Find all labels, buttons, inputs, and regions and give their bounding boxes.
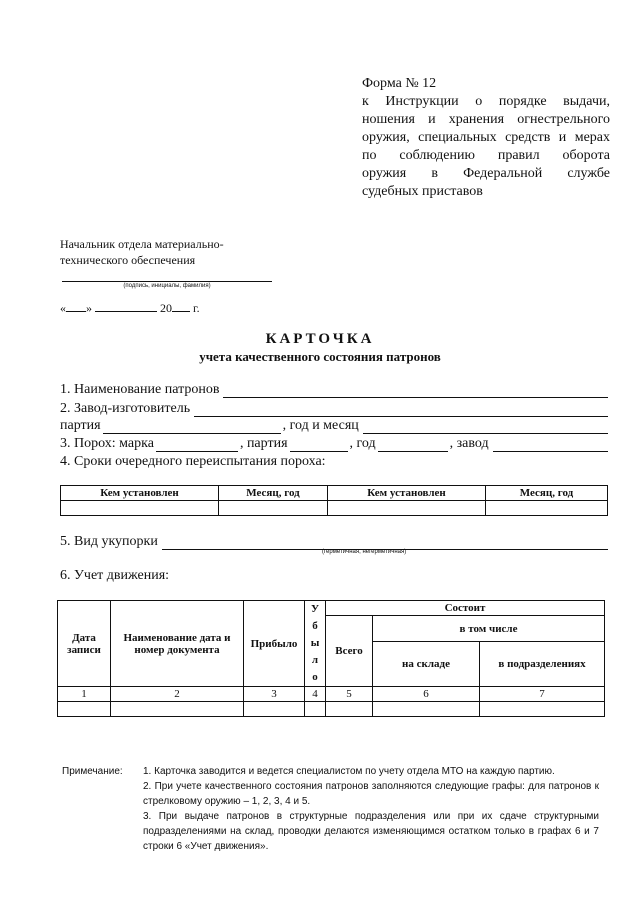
vertical-letter: ы (310, 637, 320, 649)
powder-brand-input[interactable] (156, 438, 238, 452)
day-field[interactable] (66, 300, 86, 312)
cartridge-name-input[interactable] (223, 384, 608, 398)
form-header-line: оружия в Федеральной службе (362, 166, 610, 181)
note-item: 2. При учете качественного состояния патронов заполняются следующие графы: для патронов к стрелковому оружию – 1, 2, 3, 4 и 5. (143, 781, 599, 807)
column-number: 1 (58, 687, 111, 702)
column-number: 7 (480, 687, 605, 702)
field-label: , партия (239, 436, 288, 451)
field-label: партия (60, 418, 101, 433)
approver-title-line2: технического обеспечения (60, 253, 196, 267)
table-cell[interactable] (305, 702, 326, 717)
table-row (61, 501, 608, 516)
powder-factory-input[interactable] (493, 438, 608, 452)
notes-label: Примечание: (62, 766, 123, 777)
vertical-letter: У (310, 603, 320, 615)
batch-input[interactable] (103, 420, 281, 434)
table-cell[interactable] (328, 501, 486, 516)
card-title: КАРТОЧКА (265, 331, 375, 347)
field-movement (60, 568, 608, 584)
date-line (60, 300, 200, 316)
table-cell[interactable] (486, 501, 608, 516)
field-powder (60, 436, 608, 452)
col-header-divisions: в подразделениях (480, 642, 605, 687)
column-number: 6 (373, 687, 480, 702)
col-header-warehouse: на складе (373, 642, 480, 687)
form-header-line: судебных приставов (362, 184, 483, 199)
signature-caption: (подпись, инициалы, фамилия) (123, 283, 211, 289)
table-cell[interactable] (480, 702, 605, 717)
note-item: 1. Карточка заводится и ведется специалистом по учету отдела МТО на каждую партию. (143, 766, 555, 777)
form-header-line: к Инструкции о порядке выдачи, (362, 94, 610, 109)
col-header-document: Наименование дата и номер документа (111, 601, 244, 687)
month-field[interactable] (95, 300, 157, 312)
col-header: Месяц, год (486, 486, 608, 501)
table-cell[interactable] (219, 501, 328, 516)
field-label: 3. Порох: марка (60, 436, 154, 451)
note-item: 3. При выдаче патронов в структурные подразделения или при их сдаче структурными подразделениями на склад, проводки делаются изменяющимся остатком только в графах 6 и 7 строки 6 «Учет движения». (143, 811, 599, 852)
manufacturer-input[interactable] (194, 403, 608, 417)
field-retest (60, 454, 608, 470)
form-number: Форма № 12 (362, 76, 437, 91)
table-cell[interactable] (244, 702, 305, 717)
col-header-departed (305, 601, 326, 687)
column-number: 2 (111, 687, 244, 702)
field-label: 2. Завод-изготовитель (60, 401, 191, 416)
table-cell[interactable] (58, 702, 111, 717)
col-header: Кем установлен (61, 486, 219, 501)
form-header-line: оружия, специальных средств и мерах (362, 130, 610, 145)
year-suffix: г. (193, 301, 200, 315)
table-cell[interactable] (326, 702, 373, 717)
notes-list (143, 764, 599, 854)
field-cartridge-name (60, 382, 608, 398)
year-field[interactable] (172, 300, 190, 312)
card-subtitle: учета качественного состояния патронов (199, 349, 441, 364)
approver-title-line1: Начальник отдела материально- (60, 237, 224, 251)
approval-block (60, 236, 224, 268)
packing-input[interactable] (162, 536, 608, 550)
field-label: , завод (449, 436, 489, 451)
column-number: 5 (326, 687, 373, 702)
retest-table (60, 485, 608, 516)
packing-caption: (герметичная, негерметичная) (322, 549, 407, 555)
field-label: 1. Наименование патронов (60, 382, 220, 397)
field-label: 5. Вид укупорки (60, 534, 158, 549)
field-manufacturer (60, 401, 608, 417)
form-header-line: ношения и хранения огнестрельного (362, 112, 610, 127)
col-header-arrived: Прибыло (244, 601, 305, 687)
date-close-quote: » (86, 301, 92, 315)
field-label: 4. Сроки очередного переиспытания пороха: (60, 454, 326, 469)
col-header-date: Дата записи (58, 601, 111, 687)
col-header: Месяц, год (219, 486, 328, 501)
column-numbers-row (58, 687, 605, 702)
column-number: 4 (305, 687, 326, 702)
vertical-letter: б (312, 620, 318, 632)
col-header-including: в том числе (373, 616, 605, 642)
vertical-letter: л (311, 654, 319, 666)
vertical-letter: о (312, 671, 318, 683)
col-header-state: Состоит (326, 601, 605, 616)
field-label: , год (349, 436, 376, 451)
field-label: 6. Учет движения: (60, 568, 170, 583)
table-header-row (61, 486, 608, 501)
year-prefix: 20 (160, 301, 172, 315)
column-number: 3 (244, 687, 305, 702)
table-cell[interactable] (373, 702, 480, 717)
field-packing (60, 534, 608, 550)
col-header-total: Всего (326, 616, 373, 687)
year-month-input[interactable] (363, 420, 608, 434)
table-row (58, 702, 605, 717)
table-cell[interactable] (111, 702, 244, 717)
field-batch (60, 418, 608, 434)
col-header: Кем установлен (328, 486, 486, 501)
form-header-line: по соблюдению правил оборота (362, 148, 610, 163)
field-label: , год и месяц (282, 418, 359, 433)
date-open-quote: « (60, 301, 66, 315)
movement-table (57, 600, 605, 717)
signature-line[interactable] (62, 281, 272, 282)
powder-year-input[interactable] (378, 438, 448, 452)
powder-batch-input[interactable] (290, 438, 348, 452)
form-header (362, 75, 610, 201)
table-cell[interactable] (61, 501, 219, 516)
